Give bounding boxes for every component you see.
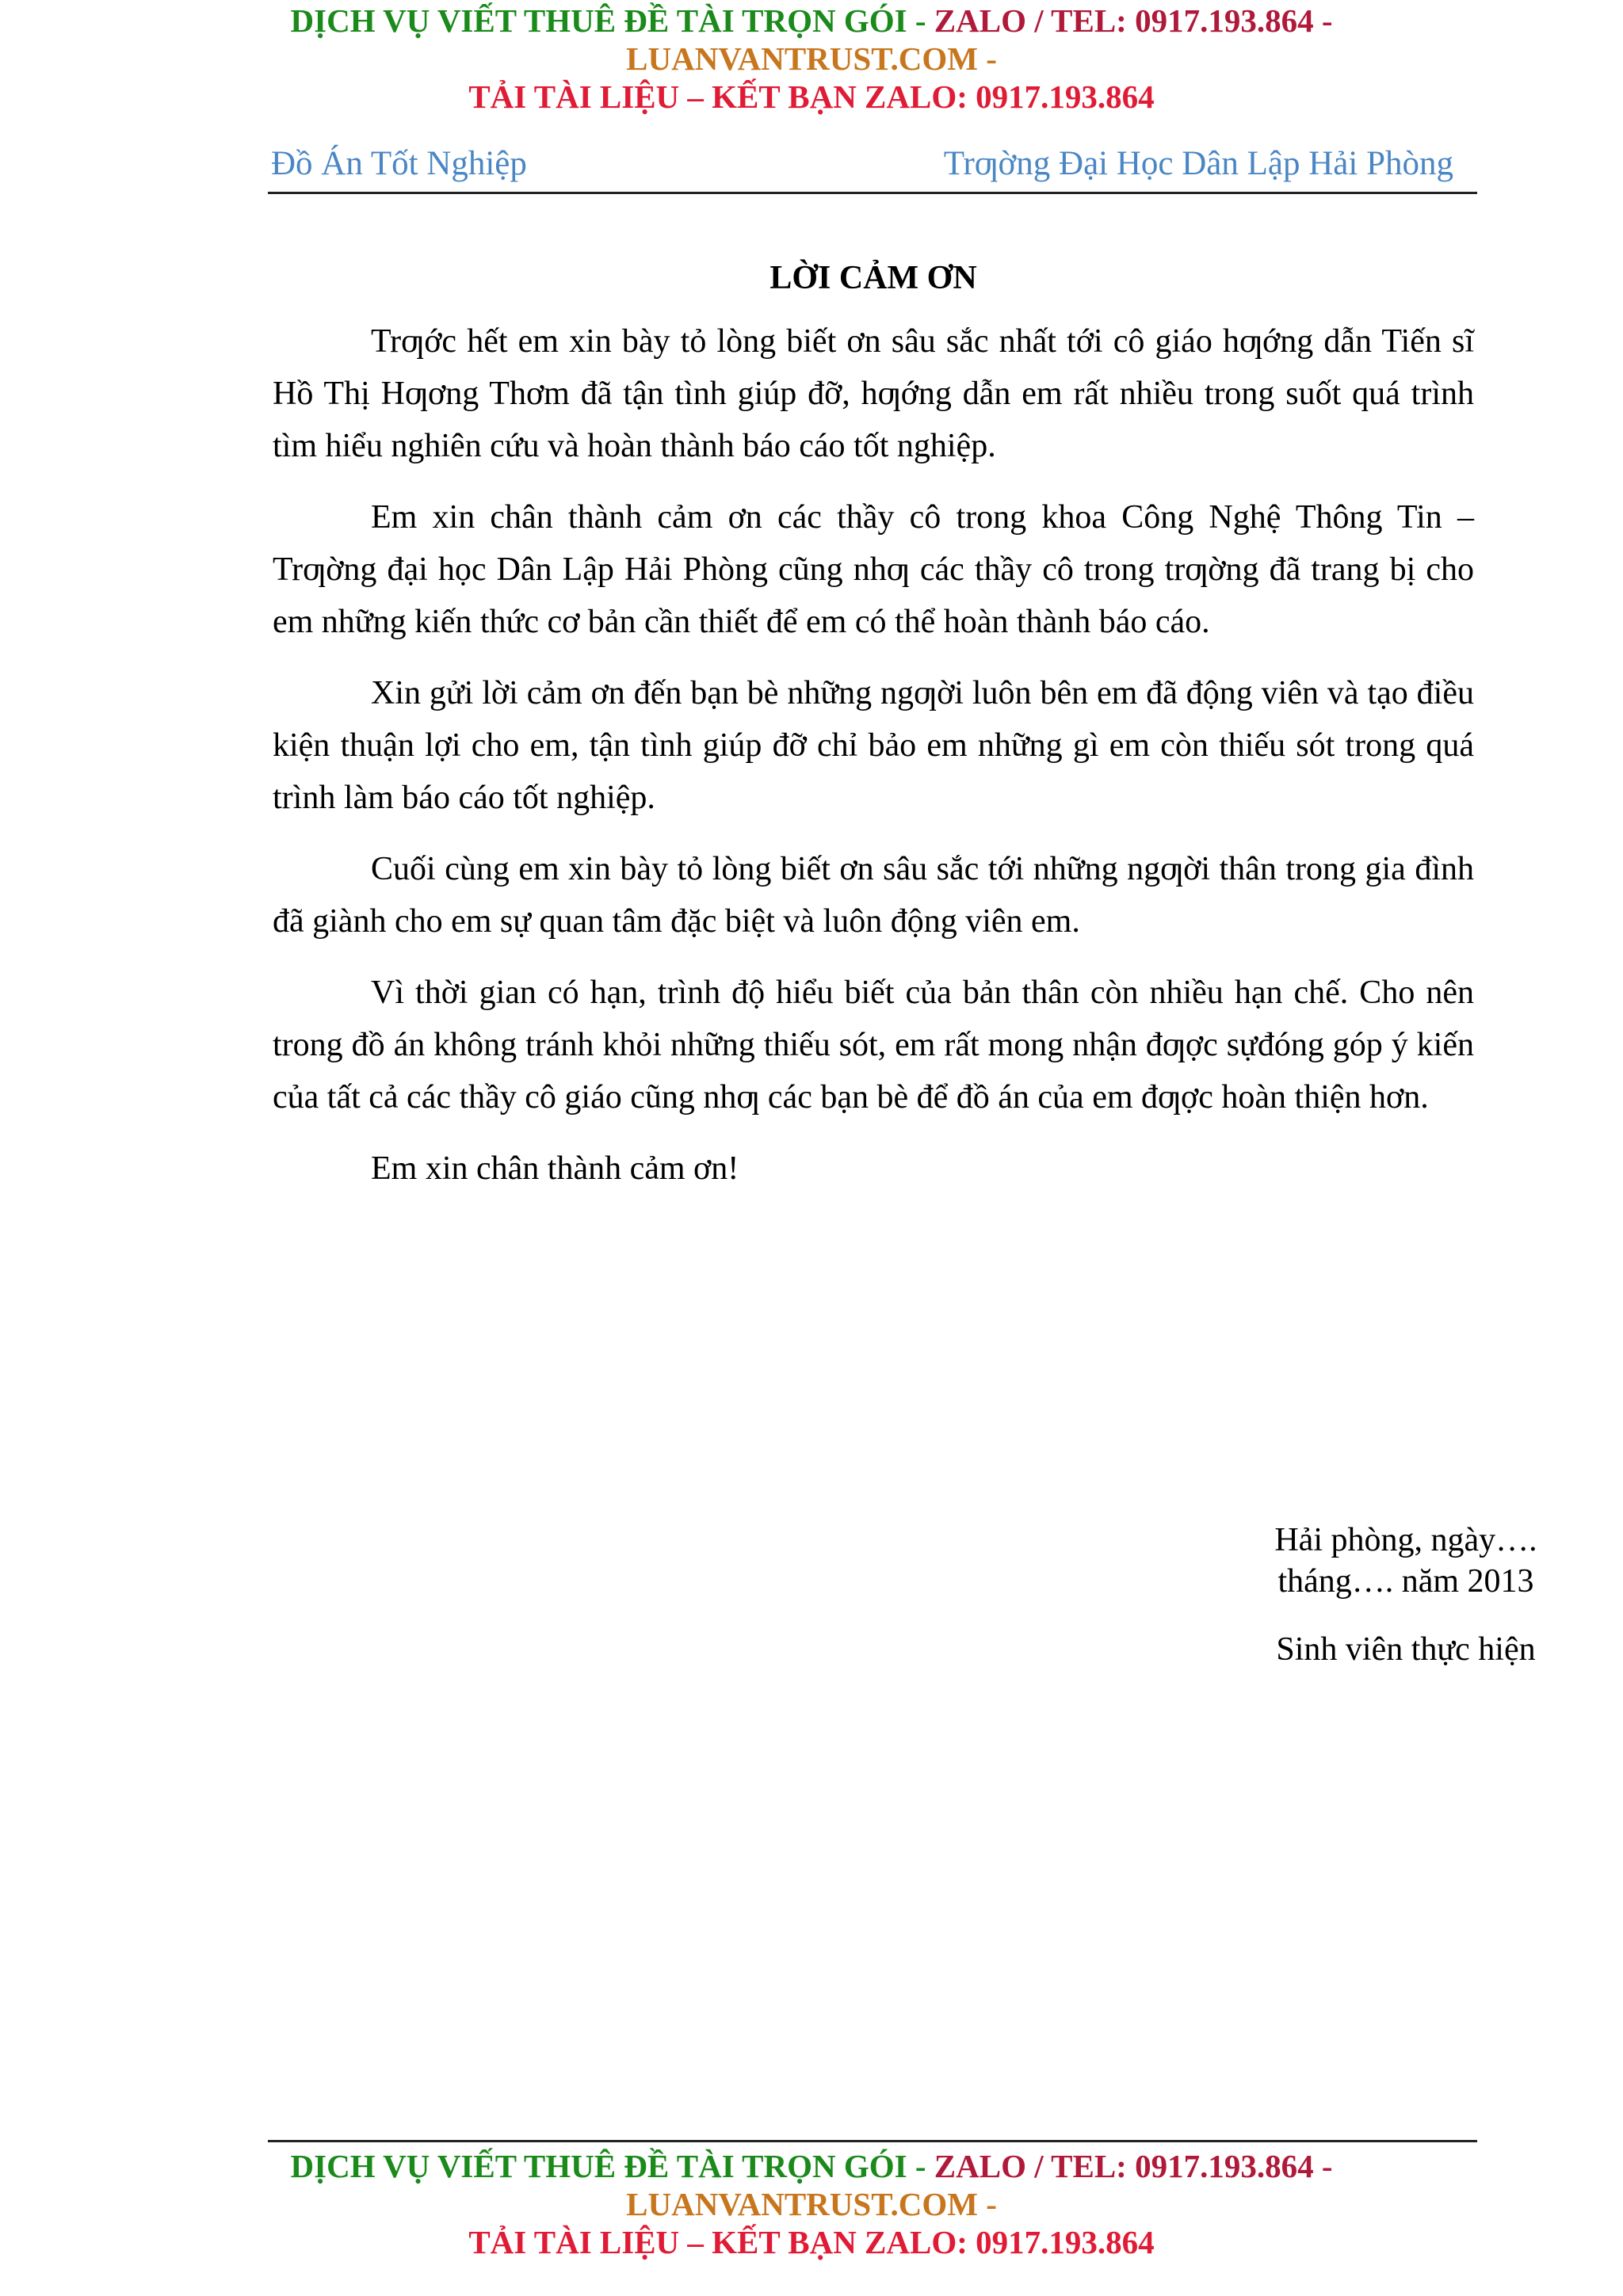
paragraph: Trƣớc hết em xin bày tỏ lòng biết ơn sâu sắc nhất tới cô giáo hƣớng dẫn Tiến sĩ Hồ Thị Hƣơng Thơm đã tận tình giúp đỡ, hƣớng dẫn em rất nhiều trong suốt quá trình tìm hiểu nghiên cứu và hoàn thành báo cáo tốt nghiệp. [273, 323, 1474, 464]
page-title: LỜI CẢM ƠN [769, 260, 977, 296]
paragraph: Xin gửi lời cảm ơn đến bạn bè những ngƣời luôn bên em đã động viên và tạo điều kiện thuận lợi cho em, tận tình giúp đỡ chỉ bảo em những gì em còn thiếu sót trong quá trình làm báo cáo tốt nghiệp. [273, 675, 1474, 816]
signature-signer: Sinh viên thực hiện [1276, 1631, 1536, 1668]
footer-divider [268, 2140, 1477, 2142]
promo-contact-text: ZALO / TEL: 0917.193.864 - [934, 2148, 1333, 2184]
promo-download-text: TẢI TÀI LIỆU – KẾT BẠN ZALO: 0917.193.864 [468, 2224, 1155, 2260]
signature-block [1224, 1520, 1588, 1670]
paragraph: Vì thời gian có hạn, trình độ hiểu biết của bản thân còn nhiều hạn chế. Cho nên trong đồ án không tránh khỏi những thiếu sót, em rất mong nhận đƣợc sựđóng góp ý kiến của tất cả các thầy cô giáo cũng nhƣ các bạn bè để đồ án của em đƣợc hoàn thiện hơn. [273, 974, 1474, 1116]
signature-date: Hải phòng, ngày…. tháng…. năm 2013 [1274, 1522, 1537, 1600]
paragraph: Em xin chân thành cảm ơn các thầy cô trong khoa Công Nghệ Thông Tin – Trƣờng đại học Dân Lập Hải Phòng cũng nhƣ các thầy cô trong trƣờng đã trang bị cho em những kiến thức cơ bản cần thiết để em có thể hoàn thành báo cáo. [273, 499, 1474, 640]
document-body [273, 252, 1537, 1668]
promo-banner-bottom [0, 2147, 1623, 2261]
promo-contact-text: ZALO / TEL: 0917.193.864 - [934, 2, 1333, 39]
promo-banner-top [0, 2, 1623, 116]
promo-line-1 [0, 2147, 1623, 2185]
promo-website-text: LUANVANTRUST.COM - [626, 40, 997, 77]
header-university: Trƣờng Đại Học Dân Lập Hải Phòng [943, 145, 1453, 182]
promo-line-1 [0, 2, 1623, 40]
promo-download-text: TẢI TÀI LIỆU – KẾT BẠN ZALO: 0917.193.864 [468, 78, 1155, 115]
header-doc-type: Đồ Án Tốt Nghiệp [271, 145, 527, 182]
paragraph: Em xin chân thành cảm ơn! [371, 1150, 739, 1187]
running-header [268, 144, 1477, 194]
promo-website-text: LUANVANTRUST.COM - [626, 2186, 997, 2222]
paragraph: Cuối cùng em xin bày tỏ lòng biết ơn sâu sắc tới những ngƣời thân trong gia đình đã giành cho em sự quan tâm đặc biệt và luôn động viên em. [273, 851, 1474, 940]
promo-service-text: DỊCH VỤ VIẾT THUÊ ĐỀ TÀI TRỌN GÓI - [290, 2, 934, 39]
promo-service-text: DỊCH VỤ VIẾT THUÊ ĐỀ TÀI TRỌN GÓI - [290, 2148, 934, 2184]
